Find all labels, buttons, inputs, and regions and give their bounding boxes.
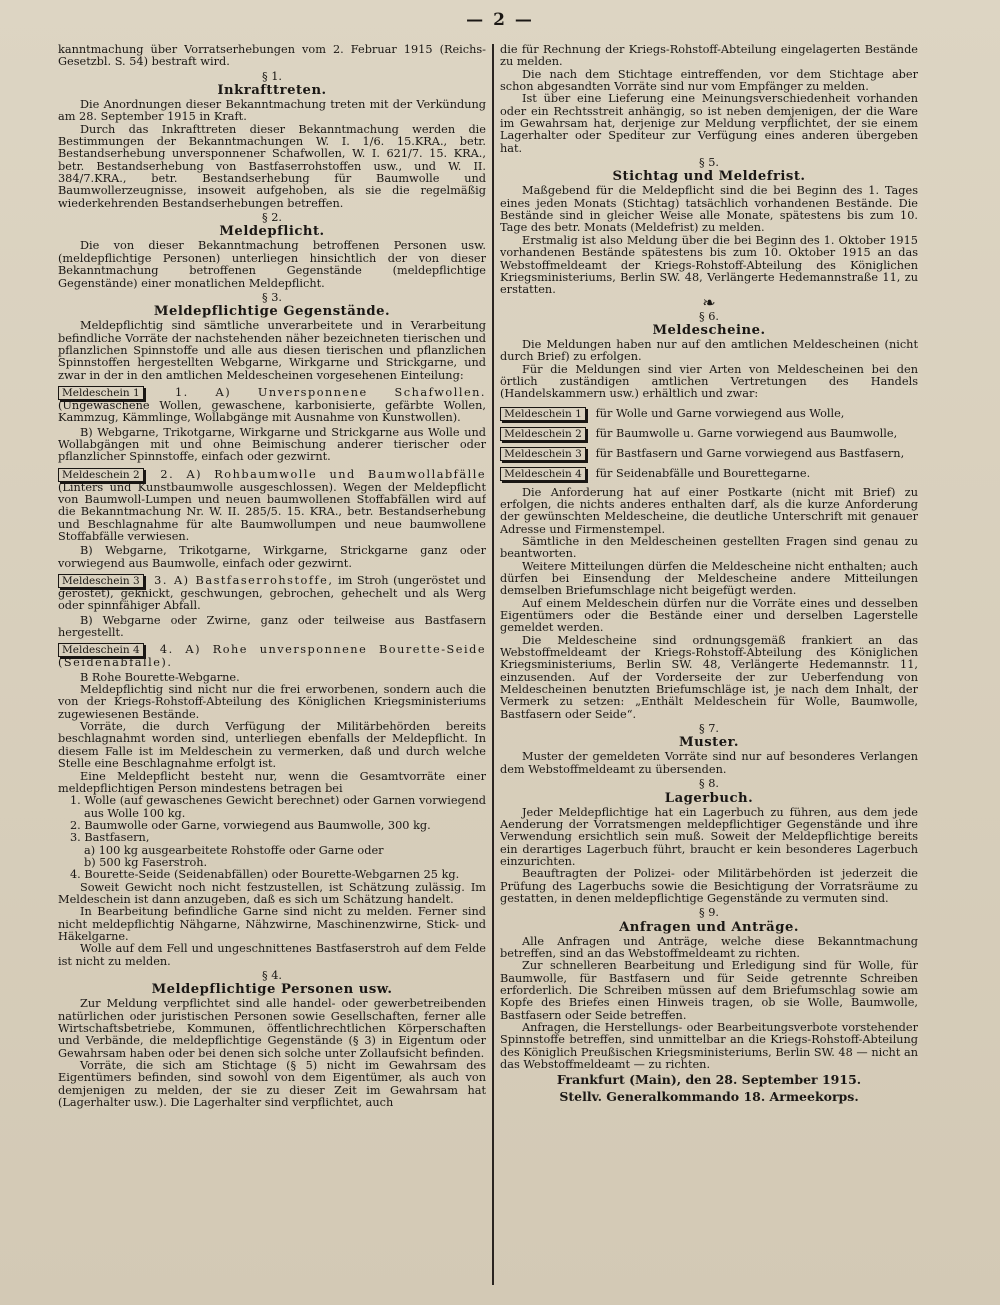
meldeschein-box: Meldeschein 4 (500, 467, 586, 481)
category-entry-2 (58, 468, 486, 544)
meldeschein-desc: für Seidenabfälle und Bourettegarne. (595, 466, 811, 480)
paragraph: Die Anordnungen dieser Bekanntmachung treten mit der Verkündung am 28. September 1915 in Kraft. (58, 98, 486, 124)
list-item: 4. Bourette-Seide (Seidenabfällen) oder Bourette-Webgarnen 25 kg. (70, 868, 460, 882)
paragraph: Eine Meldepflicht besteht nur, wenn die Gesamtvorräte einer meldepflichtigen Person mindestens betragen bei (58, 769, 486, 795)
section-heading: Lagerbuch. (664, 790, 754, 806)
paragraph: Zur schnelleren Bearbeitung und Erledigung sind für Wolle, für Baumwolle, für Bastfasern und für Seide getrennte Schreiben erforderlich. Die Schreiben müssen auf dem Briefumschlag sowie am Kopfe des Briefes einen Hinweis tragen, ob sie Wolle, Baumwolle, Bastfasern oder Seide betreffen. (500, 959, 918, 1022)
list-item: a) 100 kg ausgearbeitete Rohstoffe oder Garne oder (84, 843, 384, 857)
paragraph: Meldepflichtig sind sämtliche unverarbeitete und in Verarbeitung befindliche Vorräte der nachstehenden näher bezeichneten tierischen und pflanzlichen Spinnstoffe und alle aus diesen tierischen und pflanzlichen Spinnstoffen hergestellten Webgarne, Wirkgarne und Strickgarne, und zwar in der in den amtlichen Meldescheinen vorgesehenen Einteilung: (58, 319, 486, 382)
meldeschein-box: Meldeschein 1 (500, 407, 586, 421)
section-heading: Meldepflicht. (219, 224, 325, 240)
meldeschein-row-3 (500, 447, 918, 461)
paragraph: Die nach dem Stichtage eintreffenden, vor dem Stichtage aber schon abgesandten Vorräte sind nur vom Empfänger zu melden. (500, 67, 918, 94)
paragraph: Für die Meldungen sind vier Arten von Meldescheinen bei den örtlich zuständigen amtlichen Vertretungen des Handels (Handelskammern usw.) erhältlich und zwar: (500, 362, 918, 401)
meldeschein-box: Meldeschein 1 (58, 386, 144, 400)
meldeschein-box: Meldeschein 3 (58, 574, 144, 588)
section-number: § 7. (698, 722, 720, 736)
meldeschein-desc: für Wolle und Garne vorwiegend aus Wolle, (595, 406, 845, 420)
left-column (58, 44, 486, 1295)
section-heading: Inkrafttreten. (217, 83, 327, 99)
section-heading: Meldescheine. (652, 322, 766, 338)
category-text: im Stroh (ungeröstet und geröstet), geknickt, geschwungen, gebrochen, gehechelt und als Werg oder spinnfähiger Abfall. (58, 574, 486, 613)
category-entry-1 (58, 386, 486, 425)
meldeschein-box: Meldeschein 2 (500, 427, 586, 441)
category-title: 1. A) Unversponnene Schafwollen. (174, 385, 486, 399)
category-text: (Linters und Kunstbaumwolle ausgeschlossen). Wegen der Meldepflicht von Baumwoll-Lumpen und neuen baumwollenen Stoffabfällen wird auf die Bekanntmachung Nr. W. II. 285/5. 15. KRA., betr. Bestandserhebung und Beschlagnahme für alte Baumwollumpen und neue baumwollene Stoffabfälle verwiesen. (58, 480, 486, 543)
section-heading: Meldepflichtige Personen usw. (151, 982, 393, 998)
paragraph: Weitere Mitteilungen dürfen die Meldescheine nicht enthalten; auch dürfen bei Einsendung der Meldescheine andere Mitteilungen demselben Briefumschlage nicht beigefügt werden. (500, 559, 918, 598)
meldeschein-box: Meldeschein 2 (58, 468, 144, 482)
meldeschein-row-1 (500, 407, 918, 421)
signature-place-date: Frankfurt (Main), den 28. September 1915. (556, 1072, 862, 1088)
paragraph: Die Meldungen haben nur auf den amtlichen Meldescheinen (nicht durch Brief) zu erfolgen. (500, 337, 918, 364)
paragraph: B Rohe Bourette-Webgarne. (80, 670, 240, 684)
meldeschein-row-2 (500, 427, 918, 441)
paragraph: Die Anforderung hat auf einer Postkarte (nicht mit Brief) zu erfolgen, die nichts anderes enthalten darf, als die kurze Anforderung der gewünschten Meldescheine, die deutliche Unterschrift mit genauer Adresse und Firmenstempel. (500, 485, 918, 536)
section-heading: Muster. (679, 735, 739, 751)
column-divider (492, 44, 494, 1285)
meldeschein-row-4 (500, 467, 918, 481)
paragraph: Auf einem Meldeschein dürfen nur die Vorräte eines und desselben Eigentümers oder die Bestände einer und derselben Lagerstelle gemeldet werden. (500, 596, 918, 635)
section-number: § 6. (698, 309, 720, 323)
category-title: 3. A) Bastfaserrohstoffe, (154, 574, 334, 588)
section-heading: Stichtag und Meldefrist. (612, 169, 806, 185)
meldeschein-desc: für Baumwolle u. Garne vorwiegend aus Baumwolle, (595, 426, 898, 440)
category-title: 4. A) Rohe unversponnene Bourette-Seide (Seidenabfälle). (58, 643, 486, 670)
meldeschein-desc: für Bastfasern und Garne vorwiegend aus Bastfasern, (595, 446, 905, 460)
paragraph: Sämtliche in den Meldescheinen gestellten Fragen sind genau zu beantworten. (500, 534, 918, 561)
category-text: (Ungewaschene Wollen, gewaschene, karbonisierte, gefärbte Wollen, Kammzug, Kämmlinge, Wollabgänge mit Ausnahme von Kunstwollen). (58, 398, 486, 425)
list-item: 2. Baumwolle oder Garne, vorwiegend aus Baumwolle, 300 kg. (70, 818, 431, 832)
section-number: § 9. (698, 906, 720, 920)
category-entry-4 (58, 643, 486, 669)
list-item: b) 500 kg Faserstroh. (84, 855, 208, 869)
paragraph: Vorräte, die durch Verfügung der Militärbehörden bereits beschlagnahmt worden sind, unterliegen ebenfalls der Meldepflicht. In diesem Falle ist im Meldeschein zu vermerken, daß und durch welche Stelle eine Beschlagnahme erfolgt ist. (58, 720, 486, 771)
meldeschein-box: Meldeschein 4 (58, 643, 144, 657)
list-item: 1. Wolle (auf gewaschenes Gewicht berechnet) oder Garnen vorwiegend aus Wolle 100 kg. (70, 794, 486, 820)
section-number: § 1. (261, 69, 283, 83)
list-item: 3. Bastfasern, (70, 831, 150, 845)
paragraph: Vorräte, die sich am Stichtage (§ 5) nicht im Gewahrsam des Eigentümers befinden, sind sowohl von dem Eigentümer, als auch von demjenigen zu melden, der sie zu dieser Zeit im Gewahrsam hat (Lagerhalter usw.). Die Lagerhalter sind verpflichtet, auch (58, 1059, 486, 1110)
page-number: — 2 — (466, 10, 534, 30)
paragraph: Beauftragten der Polizei- oder Militärbehörden ist jederzeit die Prüfung des Lagerbuchs sowie die Besichtigung der Vorratsräume zu gestatten, in denen meldepflichtige Gegenstände zu vermuten sind. (500, 867, 918, 905)
section-number: § 5. (698, 156, 720, 170)
paragraph: Die von dieser Bekanntmachung betroffenen Personen usw. (meldepflichtige Personen) unterliegen hinsichtlich der von dieser Bekanntmachung betroffenen Gegenstände (meldepflichtige Gegenstände) einer monatlichen Meldepflicht. (58, 239, 486, 290)
continued-text: die für Rechnung der Kriegs-Rohstoff-Abteilung eingelagerten Bestände zu melden. (500, 44, 918, 69)
paragraph: Anfragen, die Herstellungs- oder Bearbeitungsverbote vorstehender Spinnstoffe betreffen, sind unmittelbar an die Kriegs-Rohstoff-Abteilung des Königlich Preußischen Kriegsministeriums, Berlin SW. 48 — nicht an das Webstoffmeldeamt — zu richten. (500, 1021, 918, 1072)
paragraph: Wolle auf dem Fell und ungeschnittenes Bastfaserstroh auf dem Felde ist nicht zu melden. (58, 942, 486, 968)
section-heading: Meldepflichtige Gegenstände. (153, 304, 391, 320)
paragraph: B) Webgarne, Trikotgarne, Wirkgarne, Strickgarne ganz oder vorwiegend aus Baumwolle, einfach oder gezwirnt. (58, 544, 486, 570)
section-number: § 8. (698, 777, 720, 791)
category-entry-3 (58, 574, 486, 613)
paragraph: Erstmalig ist also Meldung über die bei Beginn des 1. Oktober 1915 vorhandenen Bestände spätestens bis zum 10. Oktober 1915 an das Webstoffmeldeamt der Kriegs-Rohstoff-Abteilung des Königlichen Kriegsministeriums, Berlin SW. 48, Verlängerte Hedemannstraße 11, zu erstatten. (500, 233, 918, 297)
category-title: 2. A) Rohbaumwolle und Baumwollabfälle (160, 467, 486, 481)
intro-text: kanntmachung über Vorratserhebungen vom 2. Februar 1915 (Reichs-Gesetzbl. S. 54) bestraft wird. (58, 44, 486, 69)
section-number: § 2. (261, 211, 283, 225)
paragraph: In Bearbeitung befindliche Garne sind nicht zu melden. Ferner sind nicht meldepflichtig Nähgarne, Nähzwirne, Maschinenzwirne, Stick- und Häkelgarne. (58, 905, 486, 943)
paragraph: Die Meldescheine sind ordnungsgemäß frankiert an das Webstoffmeldeamt der Kriegs-Rohstoff-Abteilung des Königlichen Kriegsministeriums, Berlin SW. 48, Verlängerte Hedemannstr. 11, einzusenden. Auf der Vorderseite der zur Ueberfendung von Meldescheinen benutzten Briefumschläge ist, je nach dem Inhalt, der Vermerk zu setzen: „Enthält Meldeschein für Wolle, Baumwolle, Bastfasern oder Seide“. (500, 633, 918, 721)
paragraph: Durch das Inkrafttreten dieser Bekanntmachung werden die Bestimmungen der Bekanntmachungen W. I. 1/6. 15.KRA., betr. Bestandserhebung unversponnener Schafwollen, W. I. 621/7. 15. KRA., betr. Bestandserhebung von Bastfaserrohstoffen usw., und W. II. 384/7.KRA., betr. Bestandserhebung für Baumwolle und Baumwollerzeugnisse, insoweit aufgehoben, als sie die regelmäßig wiederkehrenden Bestandserhebungen betreffen. (58, 122, 486, 210)
paragraph: B) Webgarne oder Zwirne, ganz oder teilweise aus Bastfasern hergestellt. (58, 613, 486, 640)
paragraph: Jeder Meldepflichtige hat ein Lagerbuch zu führen, aus dem jede Aenderung der Vorratsmengen meldepflichtiger Gegenstände und ihre Verwendung ersichtlich sein muß. Soweit der Meldepflichtige bereits ein derartiges Lagerbuch führt, braucht er kein besonderes Lagerbuch einzurichten. (500, 805, 918, 868)
right-column (500, 44, 918, 1295)
meldeschein-box: Meldeschein 3 (500, 447, 586, 461)
paragraph: Muster der gemeldeten Vorräte sind nur auf besonderes Verlangen dem Webstoffmeldeamt zu übersenden. (500, 750, 918, 776)
paragraph: Meldepflichtig sind nicht nur die frei erworbenen, sondern auch die von der Kriegs-Rohstoff-Abteilung des Königlichen Kriegsministeriums zugewiesenen Bestände. (58, 683, 486, 721)
paragraph: Soweit Gewicht noch nicht festzustellen, ist Schätzung zulässig. Im Meldeschein ist dann anzugeben, daß es sich um Schätzung handelt. (58, 880, 486, 906)
paragraph: Alle Anfragen und Anträge, welche diese Bekanntmachung betreffen, sind an das Webstoffmeldeamt zu richten. (500, 934, 918, 960)
paragraph: B) Webgarne, Trikotgarne, Wirkgarne und Strickgarne aus Wolle und Wollabgängen mit und ohne Beimischung anderer tierischer oder pflanzlicher Spinnstoffe, einfach oder gezwirnt. (58, 425, 486, 464)
section-number: § 4. (261, 969, 283, 982)
section-number: § 3. (261, 290, 283, 304)
paragraph: Zur Meldung verpflichtet sind alle handel- oder gewerbetreibenden natürlichen oder juristischen Personen sowie Gesellschaften, ferner alle Wirtschaftsbetriebe, Kommunen, öffentlichrechtlichen Körperschaften und Verbände, die meldepflichtige Gegenstände (§ 3) in Eigentum oder Gewahrsam haben oder bei denen sich solche unter Zollaufsicht befinden. (58, 997, 486, 1060)
paragraph: Maßgebend für die Meldepflicht sind die bei Beginn des 1. Tages eines jeden Monats (Stichtag) tatsächlich vorhandenen Bestände. Die Bestände sind in gleicher Weise alle Monate, spätestens bis zum 10. Tage des betr. Monats (Meldefrist) zu melden. (500, 184, 918, 235)
paragraph: Ist über eine Lieferung eine Meinungsverschiedenheit vorhanden oder ein Rechtsstreit anhängig, so ist neben demjenigen, der die Ware im Gewahrsam hat, derjenige zur Meldung verpflichtet, der sie einem Lagerhalter oder Spediteur zur Verfügung eines anderen übergeben hat. (500, 92, 918, 155)
ornament-icon: ❧ (702, 292, 716, 312)
section-heading: Anfragen und Anträge. (619, 919, 799, 935)
signature-authority: Stellv. Generalkommando 18. Armeekorps. (559, 1089, 859, 1105)
